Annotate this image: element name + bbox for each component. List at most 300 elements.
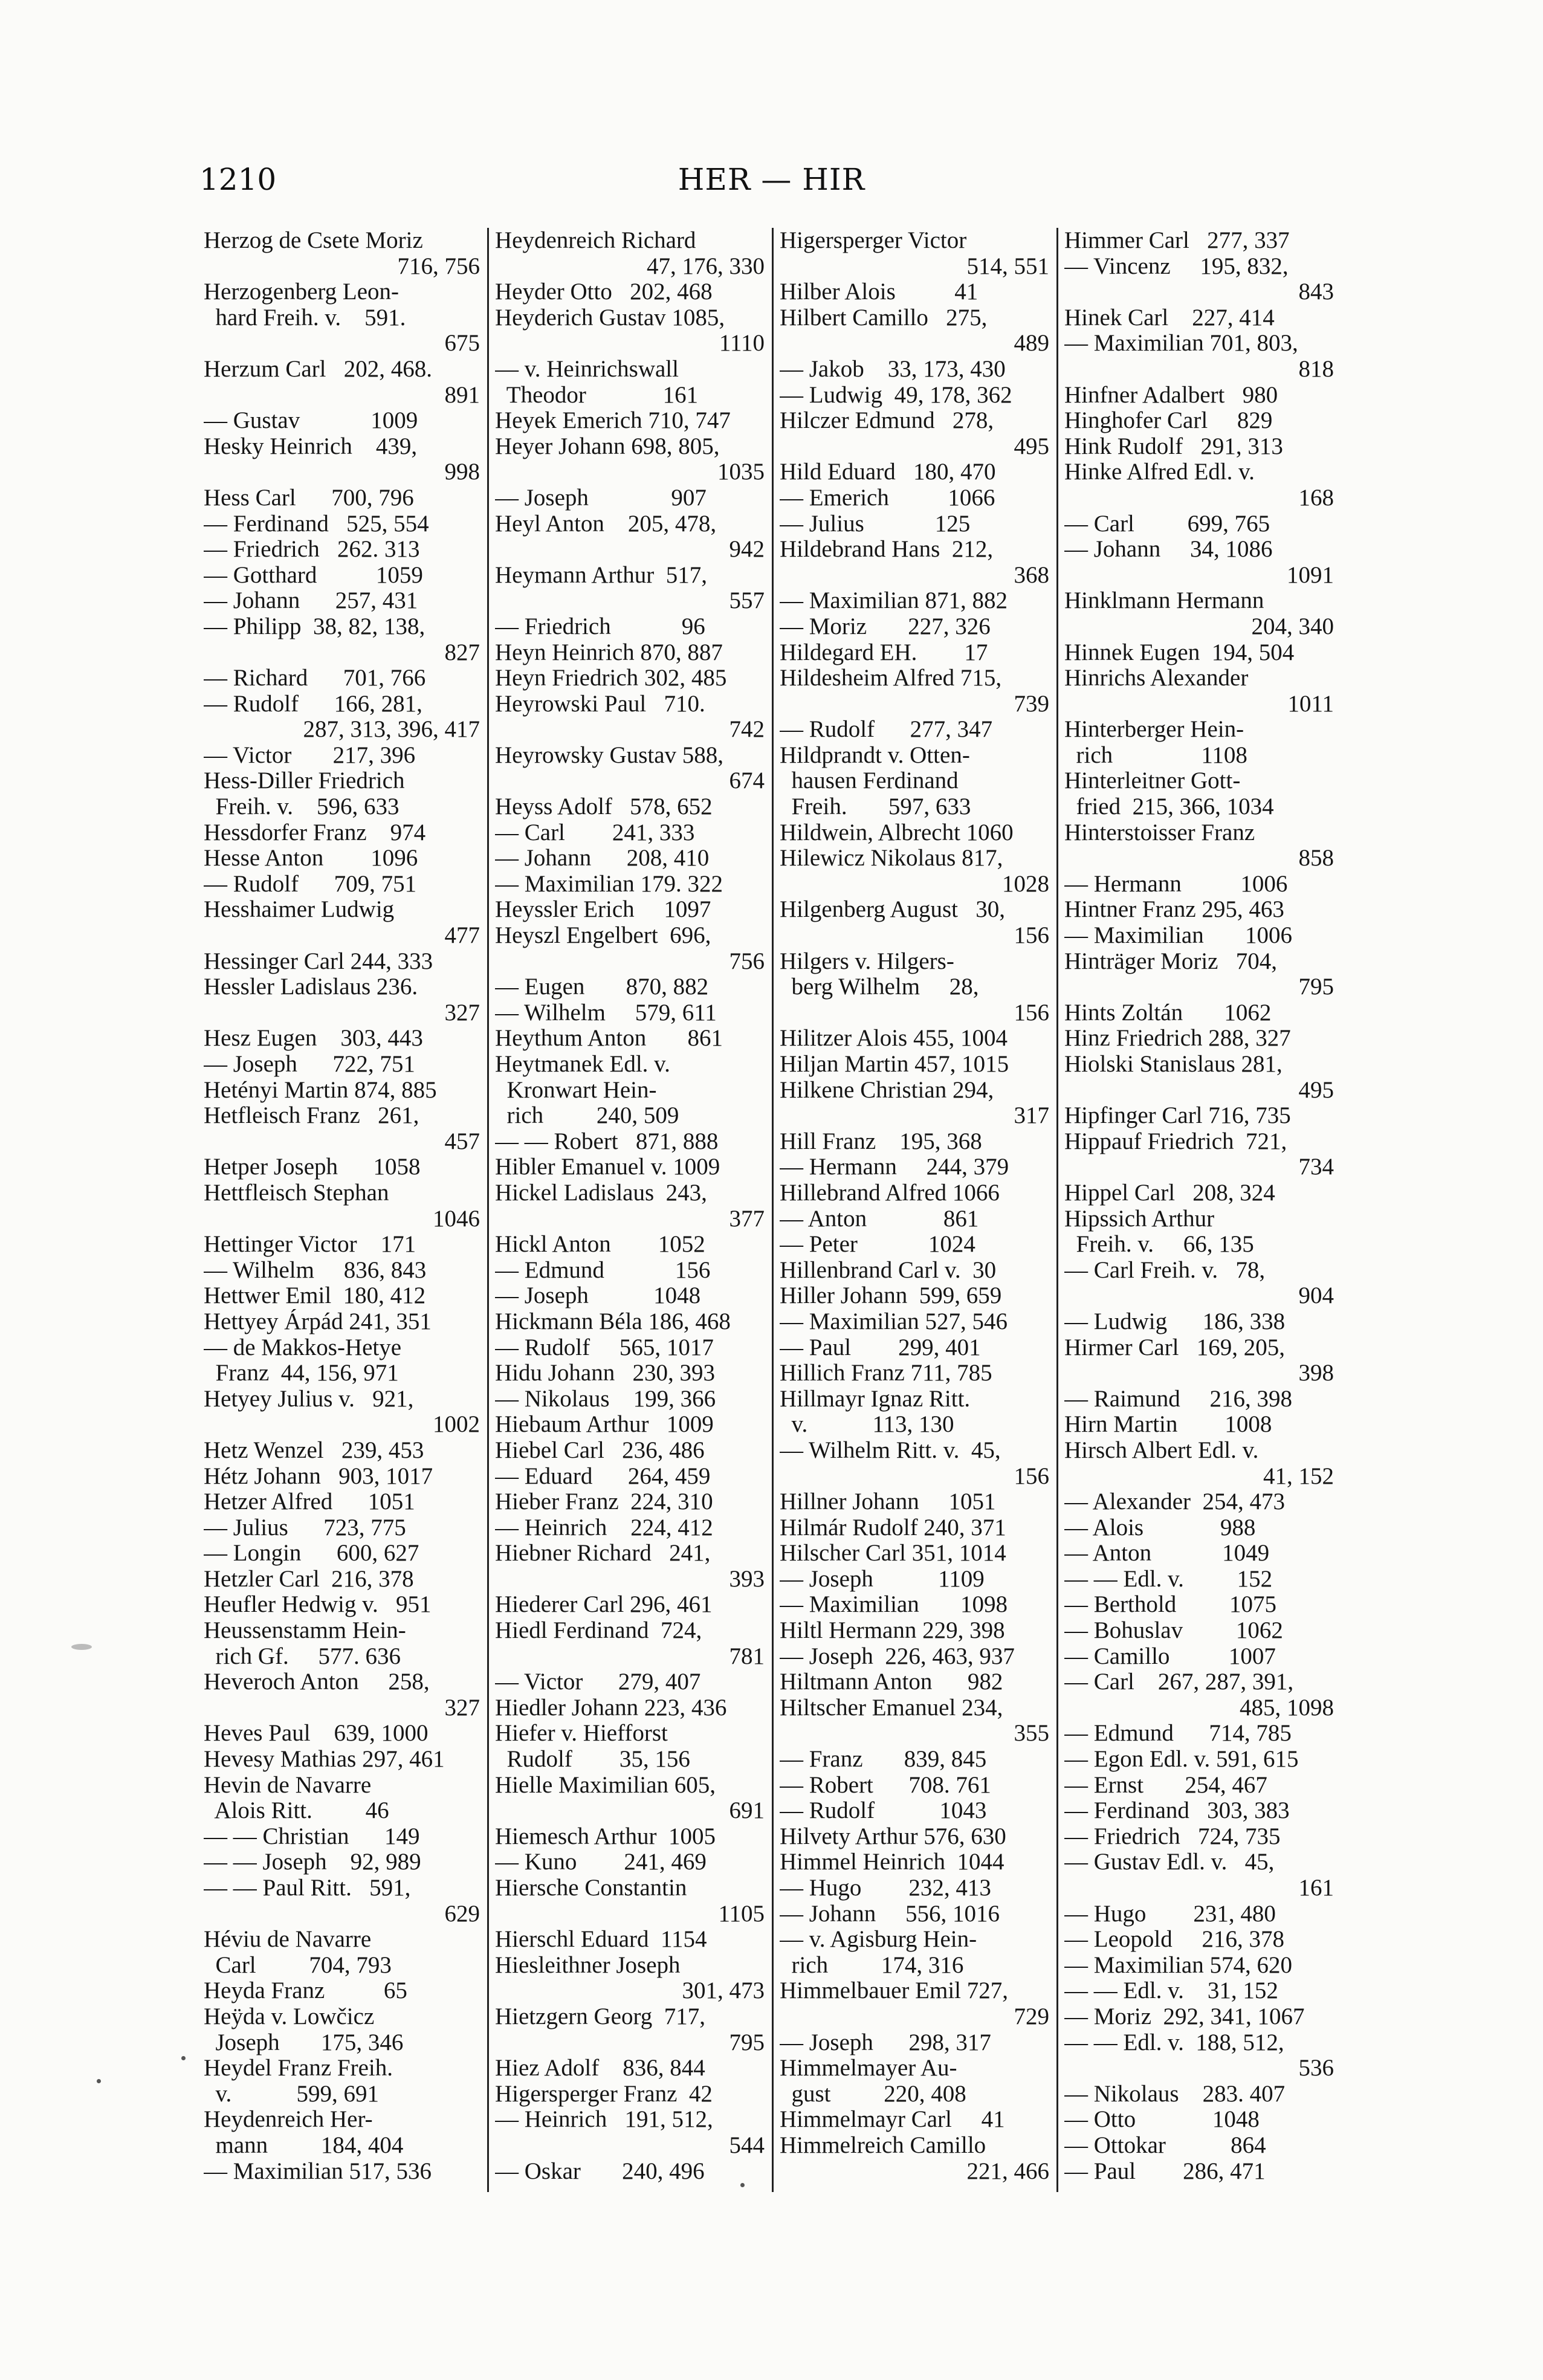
index-entry-line: — Ernst 254, 467 <box>1064 1772 1267 1798</box>
index-entry-line: Hiemesch Arthur 1005 <box>495 1823 716 1849</box>
index-entry-line: Hibler Emanuel v. 1009 <box>495 1154 720 1180</box>
index-entry-line: Hevesy Mathias 297, 461 <box>204 1747 445 1773</box>
index-entry-line: — Ludwig 49, 178, 362 <box>780 382 1012 408</box>
entry-page-refs: 156 <box>1014 923 1049 949</box>
index-entry-line: — Rudolf 277, 347 <box>780 717 993 743</box>
index-entry-line: — Edmund 714, 785 <box>1064 1721 1292 1747</box>
index-entry-line: Hess Carl 700, 796 <box>204 485 414 511</box>
index-entry-line: — Carl 267, 287, 391, <box>1064 1669 1294 1695</box>
index-entry-line: — Wilhelm 836, 843 <box>204 1257 427 1283</box>
index-entry-line: Hiolski Stanislaus 281, <box>1064 1052 1283 1077</box>
index-entry-line: rich 240, 509 <box>495 1103 679 1129</box>
entry-page-refs: 1028 <box>1002 871 1049 897</box>
entry-page-refs: 168 <box>1298 485 1334 511</box>
index-entry-line: Hinfner Adalbert 980 <box>1064 382 1278 408</box>
index-entry-line: — Edmund 156 <box>495 1257 711 1283</box>
index-entry-line: — — Joseph 92, 989 <box>204 1849 421 1875</box>
index-entry-line: Hintner Franz 295, 463 <box>1064 897 1284 923</box>
index-entry-line: Heyer Johann 698, 805, <box>495 433 720 459</box>
entry-page-refs: 729 <box>1014 2003 1049 2029</box>
index-entry-line: — Carl 699, 765 <box>1064 511 1270 537</box>
index-entry-line: — Joseph 1048 <box>495 1283 701 1309</box>
index-entry-line: Heyssler Erich 1097 <box>495 897 711 923</box>
index-entry-line: Freih. v. 66, 135 <box>1064 1232 1254 1258</box>
entry-page-refs: 301, 473 <box>682 1978 765 2004</box>
index-columns <box>202 228 1342 2192</box>
index-entry-line: Hieber Franz 224, 310 <box>495 1489 713 1515</box>
index-entry-line: — Maximilian 527, 546 <box>780 1308 1008 1334</box>
index-entry-line: Hietzgern Georg 717, <box>495 2003 706 2029</box>
index-entry-line: — Franz 839, 845 <box>780 1747 987 1773</box>
index-entry-line: Héviu de Navarre <box>204 1927 372 1953</box>
index-entry-line: rich 1108 <box>1064 742 1247 768</box>
entry-page-refs: 843 <box>1298 279 1334 305</box>
index-entry-line: Hiersche Constantin <box>495 1875 687 1901</box>
index-entry-line: Hinklmann Hermann <box>1064 588 1264 614</box>
index-entry-line: Kronwart Hein- <box>495 1077 657 1103</box>
index-entry-line: Rudolf 35, 156 <box>495 1747 690 1773</box>
index-entry-line: Hesse Anton 1096 <box>204 846 418 871</box>
entry-page-refs: 1110 <box>719 331 765 357</box>
index-entry-line: Hirsch Albert Edl. v. <box>1064 1437 1259 1463</box>
index-entry-line: Hinnek Eugen 194, 504 <box>1064 639 1295 665</box>
index-entry-line: Hildegard EH. 17 <box>780 639 988 665</box>
index-entry-line: — Julius 723, 775 <box>204 1515 406 1541</box>
index-entry-line: — Carl Freih. v. 78, <box>1064 1257 1266 1283</box>
entry-page-refs: 156 <box>1014 1463 1049 1489</box>
entry-page-refs: 674 <box>729 768 765 794</box>
index-entry-line: Heves Paul 639, 1000 <box>204 1721 429 1747</box>
index-entry-line: Hilitzer Alois 455, 1004 <box>780 1026 1008 1052</box>
index-entry-line: Heydenreich Richard <box>495 228 696 253</box>
column-4 <box>1056 228 1341 2192</box>
index-entry-line: Heyss Adolf 578, 652 <box>495 794 713 820</box>
index-entry-line: Hetyey Julius v. 921, <box>204 1386 414 1412</box>
index-entry-line: Hickl Anton 1052 <box>495 1232 705 1258</box>
index-entry-line: Hinrichs Alexander <box>1064 665 1249 691</box>
index-entry-line: Hippauf Friedrich 721, <box>1064 1128 1287 1154</box>
entry-page-refs: 544 <box>729 2132 765 2158</box>
index-entry-line: Hillmayr Ignaz Ritt. <box>780 1386 971 1412</box>
index-entry-line: — Wilhelm 579, 611 <box>495 1000 717 1026</box>
index-entry-line: Hiltmann Anton 982 <box>780 1669 1003 1695</box>
index-entry-line: — Robert 708. 761 <box>780 1772 991 1798</box>
index-entry-line: Heyder Otto 202, 468 <box>495 279 713 305</box>
index-entry-line: Heveroch Anton 258, <box>204 1669 430 1695</box>
index-entry-line: Heufler Hedwig v. 951 <box>204 1592 432 1618</box>
entry-page-refs: 161 <box>1298 1875 1334 1901</box>
index-entry-line: Hilgenberg August 30, <box>780 897 1006 923</box>
entry-page-refs: 477 <box>444 923 480 949</box>
index-entry-line: Hink Rudolf 291, 313 <box>1064 433 1283 459</box>
index-entry-line: — Ludwig 186, 338 <box>1064 1308 1286 1334</box>
index-entry-line: Hilkene Christian 294, <box>780 1077 994 1103</box>
index-entry-line: Hinträger Moriz 704, <box>1064 948 1277 974</box>
index-entry-line: Higersperger Victor <box>780 228 967 253</box>
index-entry-line: — Maximilian 1006 <box>1064 923 1292 949</box>
index-entry-line: Heyrowski Paul 710. <box>495 691 705 717</box>
index-entry-line: — — Edl. v. 31, 152 <box>1064 1978 1278 2004</box>
index-entry-line: Hild Eduard 180, 470 <box>780 459 996 485</box>
index-entry-line: — v. Agisburg Hein- <box>780 1927 977 1953</box>
index-entry-line: Alois Ritt. 46 <box>204 1798 389 1824</box>
entry-page-refs: 457 <box>444 1128 480 1154</box>
index-entry-line: Hilvety Arthur 576, 630 <box>780 1823 1006 1849</box>
index-entry-line: Hirn Martin 1008 <box>1064 1412 1272 1438</box>
index-entry-line: Hetényi Martin 874, 885 <box>204 1077 437 1103</box>
entry-page-refs: 393 <box>729 1566 765 1592</box>
index-entry-line: Hess-Diller Friedrich <box>204 768 405 794</box>
index-entry-line: — Hugo 232, 413 <box>780 1875 991 1901</box>
index-entry-line: Hillich Franz 711, 785 <box>780 1360 992 1386</box>
index-entry-line: Heyek Emerich 710, 747 <box>495 408 731 434</box>
index-entry-line: Hiebner Richard 241, <box>495 1541 711 1567</box>
index-entry-line: — Hugo 231, 480 <box>1064 1901 1276 1927</box>
index-entry-line: Himmelbauer Emil 727, <box>780 1978 1009 2004</box>
index-entry-line: — Maximilian 701, 803, <box>1064 331 1298 357</box>
index-entry-line: Heyderich Gustav 1085, <box>495 305 725 331</box>
entry-page-refs: 557 <box>729 588 765 614</box>
index-entry-line: — Maximilian 517, 536 <box>204 2158 432 2184</box>
index-entry-line: — Gotthard 1059 <box>204 562 423 588</box>
entry-page-refs: 398 <box>1298 1360 1334 1386</box>
index-entry-line: — Friedrich 262. 313 <box>204 537 420 563</box>
index-entry-line: Heyl Anton 205, 478, <box>495 511 717 537</box>
index-entry-line: Hettwer Emil 180, 412 <box>204 1283 426 1309</box>
index-entry-line: Hints Zoltán 1062 <box>1064 1000 1272 1026</box>
index-entry-line: Hetzler Carl 216, 378 <box>204 1566 414 1592</box>
index-entry-line: — — Edl. v. 188, 512, <box>1064 2029 1284 2055</box>
index-entry-line: — Moriz 292, 341, 1067 <box>1064 2003 1305 2029</box>
running-head: HER — HIR <box>678 162 865 197</box>
index-entry-line: — de Makkos-Hetye <box>204 1334 402 1360</box>
entry-page-refs: 41, 152 <box>1263 1463 1334 1489</box>
entry-page-refs: 489 <box>1014 331 1049 357</box>
index-entry-line: Heymann Arthur 517, <box>495 562 707 588</box>
entry-page-refs: 1011 <box>1287 691 1334 717</box>
index-entry-line: Hildebrand Hans 212, <box>780 537 994 563</box>
index-entry-line: — Anton 861 <box>780 1206 979 1232</box>
index-entry-line: hausen Ferdinand <box>780 768 959 794</box>
index-entry-line: — Friedrich 724, 735 <box>1064 1823 1281 1849</box>
index-entry-line: — Joseph 1109 <box>780 1566 985 1592</box>
index-entry-line: — Leopold 216, 378 <box>1064 1927 1284 1953</box>
index-entry-line: — Ferdinand 303, 383 <box>1064 1798 1290 1824</box>
index-entry-line: — Rudolf 709, 751 <box>204 871 417 897</box>
index-entry-line: — Ottokar 864 <box>1064 2132 1266 2158</box>
index-entry-line: Heyszl Engelbert 696, <box>495 923 711 949</box>
index-entry-line: Hessdorfer Franz 974 <box>204 820 426 846</box>
index-entry-line: Heydel Franz Freih. <box>204 2055 393 2081</box>
index-entry-line: Hinghofer Carl 829 <box>1064 408 1273 434</box>
index-entry-line: — Maximilian 1098 <box>780 1592 1008 1618</box>
index-entry-line: — Moriz 227, 326 <box>780 613 991 639</box>
index-entry-line: — — Paul Ritt. 591, <box>204 1875 411 1901</box>
index-entry-line: Hilmár Rudolf 240, 371 <box>780 1515 1006 1541</box>
index-entry-line: Freih. v. 596, 633 <box>204 794 399 820</box>
index-entry-line: Hettfleisch Stephan <box>204 1180 389 1206</box>
index-entry-line: Hidu Johann 230, 393 <box>495 1360 715 1386</box>
index-entry-line: Heyrowsky Gustav 588, <box>495 742 724 768</box>
entry-page-refs: 287, 313, 396, 417 <box>303 717 480 743</box>
entry-page-refs: 818 <box>1298 356 1334 382</box>
index-entry-line: Hiltscher Emanuel 234, <box>780 1695 1003 1721</box>
entry-page-refs: 716, 756 <box>397 253 480 279</box>
entry-page-refs: 536 <box>1298 2055 1334 2081</box>
entry-page-refs: 377 <box>729 1206 765 1232</box>
index-entry-line: — Maximilian 574, 620 <box>1064 1952 1292 1978</box>
index-entry-line: — Eugen 870, 882 <box>495 974 709 1000</box>
entry-page-refs: 734 <box>1298 1154 1334 1180</box>
index-entry-line: — Gustav Edl. v. 45, <box>1064 1849 1275 1875</box>
index-entry-line: Hinterberger Hein- <box>1064 717 1244 743</box>
index-entry-line: — Eduard 264, 459 <box>495 1463 711 1489</box>
index-entry-line: Hinterstoisser Franz <box>1064 820 1255 846</box>
index-entry-line: Herzog de Csete Moriz <box>204 228 423 253</box>
entry-page-refs: 827 <box>444 639 480 665</box>
index-entry-line: Herzogenberg Leon- <box>204 279 399 305</box>
index-entry-line: — — Edl. v. 152 <box>1064 1566 1273 1592</box>
index-entry-line: — Rudolf 565, 1017 <box>495 1334 714 1360</box>
index-entry-line: — Otto 1048 <box>1064 2107 1260 2133</box>
index-entry-line: Hiederer Carl 296, 461 <box>495 1592 713 1618</box>
index-entry-line: Hetzer Alfred 1051 <box>204 1489 415 1515</box>
index-entry-line: Hillner Johann 1051 <box>780 1489 996 1515</box>
entry-page-refs: 756 <box>729 948 765 974</box>
index-entry-line: — Johann 556, 1016 <box>780 1901 1000 1927</box>
index-entry-line: Hillebrand Alfred 1066 <box>780 1180 1000 1206</box>
entry-page-refs: 739 <box>1014 691 1049 717</box>
index-entry-line: — Emerich 1066 <box>780 485 995 511</box>
index-entry-line: Hiefer v. Hiefforst <box>495 1721 668 1747</box>
index-entry-line: Hetfleisch Franz 261, <box>204 1103 419 1129</box>
index-entry-line: Hesky Heinrich 439, <box>204 433 418 459</box>
index-entry-line: Hiller Johann 599, 659 <box>780 1283 1002 1309</box>
entry-page-refs: 795 <box>729 2029 765 2055</box>
index-entry-line: Himmelmayr Carl 41 <box>780 2107 1005 2133</box>
index-entry-line: Hilscher Carl 351, 1014 <box>780 1541 1006 1567</box>
index-entry-line: — Kuno 241, 469 <box>495 1849 707 1875</box>
index-entry-line: Heussenstamm Hein- <box>204 1618 406 1644</box>
index-entry-line: v. 113, 130 <box>780 1412 954 1438</box>
index-entry-line: — Hermann 244, 379 <box>780 1154 1009 1180</box>
page-header <box>199 156 1344 210</box>
index-entry-line: Hessler Ladislaus 236. <box>204 974 418 1000</box>
entry-page-refs: 891 <box>444 382 480 408</box>
index-entry-line: Theodor 161 <box>495 382 699 408</box>
index-entry-line: — Longin 600, 627 <box>204 1541 419 1567</box>
index-entry-line: Carl 704, 793 <box>204 1952 392 1978</box>
margin-smudge <box>71 1644 92 1650</box>
index-entry-line: Hippel Carl 208, 324 <box>1064 1180 1275 1206</box>
index-entry-line: Hiebel Carl 236, 486 <box>495 1437 705 1463</box>
index-entry-line: — Hermann 1006 <box>1064 871 1288 897</box>
margin-dot <box>740 2183 745 2187</box>
entry-page-refs: 781 <box>729 1643 765 1669</box>
index-entry-line: — Rudolf 166, 281, <box>204 691 422 717</box>
index-entry-line: Himmelmayer Au- <box>780 2055 957 2081</box>
index-entry-line: — Raimund 216, 398 <box>1064 1386 1292 1412</box>
index-entry-line: — Vincenz 195, 832, <box>1064 253 1289 279</box>
index-entry-line: Hinterleitner Gott- <box>1064 768 1241 794</box>
margin-dot <box>181 2056 186 2060</box>
index-entry-line: gust 220, 408 <box>780 2081 966 2107</box>
index-entry-line: Heyda Franz 65 <box>204 1978 407 2004</box>
margin-dot <box>97 2079 101 2083</box>
entry-page-refs: 1091 <box>1287 562 1334 588</box>
index-entry-line: Hielle Maximilian 605, <box>495 1772 716 1798</box>
index-entry-line: Hill Franz 195, 368 <box>780 1128 982 1154</box>
entry-page-refs: 47, 176, 330 <box>647 253 765 279</box>
entry-page-refs: 355 <box>1014 1721 1049 1747</box>
index-entry-line: Hetz Wenzel 239, 453 <box>204 1437 424 1463</box>
index-entry-line: — Paul 286, 471 <box>1064 2158 1266 2184</box>
entry-page-refs: 156 <box>1014 1000 1049 1026</box>
entry-page-refs: 368 <box>1014 562 1049 588</box>
index-entry-line: — Friedrich 96 <box>495 613 705 639</box>
page-number: 1210 <box>199 162 277 197</box>
index-entry-line: Hiljan Martin 457, 1015 <box>780 1052 1009 1077</box>
index-entry-line: Hilber Alois 41 <box>780 279 979 305</box>
index-entry-line: — v. Heinrichswall <box>495 356 679 382</box>
entry-page-refs: 998 <box>444 459 480 485</box>
index-entry-line: Hiedler Johann 223, 436 <box>495 1695 727 1721</box>
index-entry-line: — Oskar 240, 496 <box>495 2158 705 2184</box>
index-entry-line: — Richard 701, 766 <box>204 665 426 691</box>
entry-page-refs: 327 <box>444 1000 480 1026</box>
index-entry-line: Hettinger Victor 171 <box>204 1232 416 1258</box>
index-entry-line: — Paul 299, 401 <box>780 1334 981 1360</box>
entry-page-refs: 514, 551 <box>966 253 1049 279</box>
index-entry-line: Hickel Ladislaus 243, <box>495 1180 707 1206</box>
index-entry-line: Freih. 597, 633 <box>780 794 971 820</box>
index-entry-line: Hinke Alfred Edl. v. <box>1064 459 1255 485</box>
entry-page-refs: 1105 <box>718 1901 765 1927</box>
index-entry-line: Hillenbrand Carl v. 30 <box>780 1257 997 1283</box>
index-entry-line: — Ferdinand 525, 554 <box>204 511 429 537</box>
index-entry-line: — Wilhelm Ritt. v. 45, <box>780 1437 1001 1463</box>
index-entry-line: Heÿda v. Lowčicz <box>204 2003 375 2029</box>
index-entry-line: — Jakob 33, 173, 430 <box>780 356 1006 382</box>
index-entry-line: Himmelreich Camillo <box>780 2132 986 2158</box>
entry-page-refs: 904 <box>1298 1283 1334 1309</box>
index-entry-line: — Johann 208, 410 <box>495 846 710 871</box>
index-entry-line: — Joseph 907 <box>495 485 707 511</box>
index-entry-line: Hickmann Béla 186, 468 <box>495 1308 731 1334</box>
index-entry-line: Hiez Adolf 836, 844 <box>495 2055 705 2081</box>
index-entry-line: Hirmer Carl 169, 205, <box>1064 1334 1286 1360</box>
index-entry-line: — Rudolf 1043 <box>780 1798 987 1824</box>
entry-page-refs: 327 <box>444 1695 480 1721</box>
entry-page-refs: 629 <box>444 1901 480 1927</box>
index-entry-line: Himmel Heinrich 1044 <box>780 1849 1004 1875</box>
index-entry-line: — Johann 257, 431 <box>204 588 418 614</box>
index-entry-line: — Peter 1024 <box>780 1232 975 1258</box>
index-entry-line: Hesz Eugen 303, 443 <box>204 1026 423 1052</box>
index-entry-line: hard Freih. v. 591. <box>204 305 406 331</box>
index-entry-line: — Philipp 38, 82, 138, <box>204 613 425 639</box>
entry-page-refs: 204, 340 <box>1251 613 1334 639</box>
entry-page-refs: 691 <box>729 1798 765 1824</box>
index-entry-line: Hilczer Edmund 278, <box>780 408 994 434</box>
index-entry-line: Hildwein, Albrecht 1060 <box>780 820 1014 846</box>
index-entry-line: Hettyey Árpád 241, 351 <box>204 1308 432 1334</box>
index-entry-line: Hétz Johann 903, 1017 <box>204 1463 433 1489</box>
index-entry-line: Heythum Anton 861 <box>495 1026 723 1052</box>
index-entry-line: Higersperger Franz 42 <box>495 2081 713 2107</box>
column-1 <box>202 228 487 2192</box>
index-entry-line: Franz 44, 156, 971 <box>204 1360 399 1386</box>
entry-page-refs: 495 <box>1298 1077 1334 1103</box>
index-entry-line: Hipssich Arthur <box>1064 1206 1215 1232</box>
entry-page-refs: 317 <box>1014 1103 1049 1129</box>
index-entry-line: Joseph 175, 346 <box>204 2029 404 2055</box>
index-entry-line: Hildprandt v. Otten- <box>780 742 970 768</box>
index-entry-line: Hierschl Eduard 1154 <box>495 1927 707 1953</box>
index-entry-line: — Alexander 254, 473 <box>1064 1489 1286 1515</box>
index-entry-line: Hinz Friedrich 288, 327 <box>1064 1026 1291 1052</box>
entry-page-refs: 1002 <box>433 1412 480 1438</box>
entry-page-refs: 675 <box>444 331 480 357</box>
index-entry-line: — Camillo 1007 <box>1064 1643 1276 1669</box>
index-entry-line: Hevin de Navarre <box>204 1772 372 1798</box>
index-entry-line: — Victor 279, 407 <box>495 1669 701 1695</box>
entry-page-refs: 495 <box>1014 433 1049 459</box>
index-entry-line: Heyn Friedrich 302, 485 <box>495 665 727 691</box>
index-entry-line: — Nikolaus 283. 407 <box>1064 2081 1286 2107</box>
index-entry-line: Hiebaum Arthur 1009 <box>495 1412 714 1438</box>
index-entry-line: — Carl 241, 333 <box>495 820 695 846</box>
index-entry-line: berg Wilhelm 28, <box>780 974 979 1000</box>
index-entry-line: — Heinrich 224, 412 <box>495 1515 713 1541</box>
column-3 <box>772 228 1056 2192</box>
index-entry-line: Hilgers v. Hilgers- <box>780 948 954 974</box>
index-entry-line: — Victor 217, 396 <box>204 742 416 768</box>
index-entry-line: Hiltl Hermann 229, 398 <box>780 1618 1005 1644</box>
index-entry-line: — — Robert 871, 888 <box>495 1128 719 1154</box>
index-entry-line: v. 599, 691 <box>204 2081 379 2107</box>
index-entry-line: Herzum Carl 202, 468. <box>204 356 433 382</box>
index-entry-line: Hildesheim Alfred 715, <box>780 665 1002 691</box>
index-entry-line: — Joseph 722, 751 <box>204 1052 415 1077</box>
index-entry-line: — Maximilian 871, 882 <box>780 588 1008 614</box>
index-entry-line: — Johann 34, 1086 <box>1064 537 1273 563</box>
index-entry-line: Hetper Joseph 1058 <box>204 1154 421 1180</box>
index-entry-line: Himmer Carl 277, 337 <box>1064 228 1290 253</box>
index-entry-line: — Anton 1049 <box>1064 1541 1270 1567</box>
index-entry-line: — Joseph 298, 317 <box>780 2029 991 2055</box>
index-entry-line: Hinek Carl 227, 414 <box>1064 305 1275 331</box>
index-entry-line: — Berthold 1075 <box>1064 1592 1276 1618</box>
index-entry-line: Hipfinger Carl 716, 735 <box>1064 1103 1291 1129</box>
index-entry-line: — Joseph 226, 463, 937 <box>780 1643 1015 1669</box>
index-entry-line: Heyn Heinrich 870, 887 <box>495 639 723 665</box>
index-entry-line: Hilbert Camillo 275, <box>780 305 988 331</box>
entry-page-refs: 795 <box>1298 974 1334 1000</box>
index-entry-line: Hiesleithner Joseph <box>495 1952 681 1978</box>
entry-page-refs: 1046 <box>433 1206 480 1232</box>
entry-page-refs: 858 <box>1298 846 1334 871</box>
entry-page-refs: 742 <box>729 717 765 743</box>
index-entry-line: — Gustav 1009 <box>204 408 418 434</box>
index-entry-line: — Egon Edl. v. 591, 615 <box>1064 1747 1299 1773</box>
index-entry-line: rich 174, 316 <box>780 1952 964 1978</box>
entry-page-refs: 485, 1098 <box>1240 1695 1334 1721</box>
index-entry-line: — Heinrich 191, 512, <box>495 2107 713 2133</box>
index-entry-line: — — Christian 149 <box>204 1823 420 1849</box>
index-entry-line: — Alois 988 <box>1064 1515 1256 1541</box>
index-entry-line: rich Gf. 577. 636 <box>204 1643 401 1669</box>
